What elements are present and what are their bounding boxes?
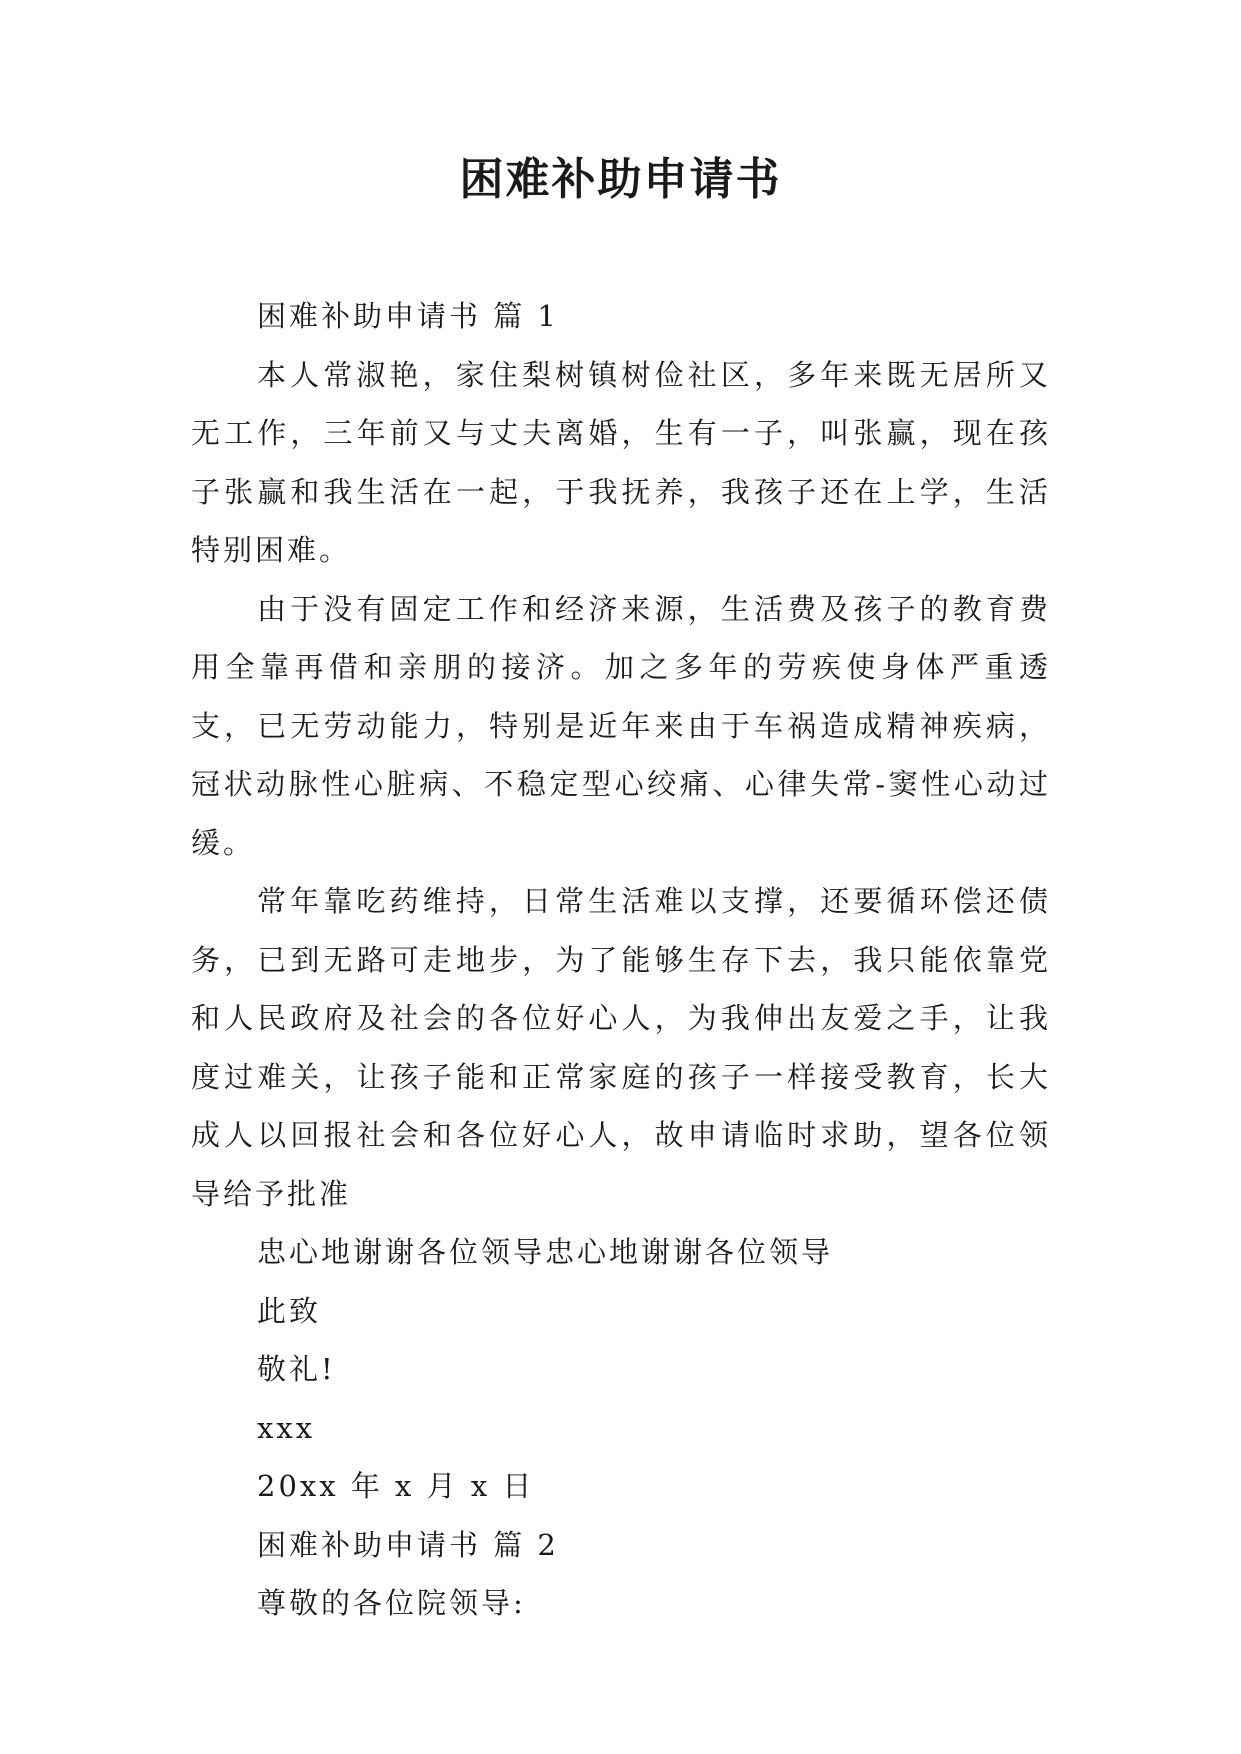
closing-line-1: 此致 (257, 1293, 322, 1328)
closing-line-2: 敬礼! (257, 1352, 336, 1386)
section-1-heading: 困难补助申请书 篇 1 (257, 299, 559, 333)
section-2-heading: 困难补助申请书 篇 2 (257, 1527, 559, 1562)
salutation: 尊敬的各位院领导: (257, 1586, 526, 1620)
paragraph-3: 常年靠吃药维持，日常生活难以支撑，还要循环偿还债务，已到无路可走地步，为了能够生存下去，我只能依靠党和人民政府及社会的各位好心人，为我伸出友爱之手，让我度过难关，让孩子能和正常家庭的孩子一样接受教育，长大成人以回报社会和各位好心人，故申请临时求助，望各位领导给予批准 (191, 884, 1051, 1211)
document-body (191, 287, 1051, 1633)
paragraph-1: 本人常淑艳，家住梨树镇树俭社区，多年来既无居所又无工作，三年前又与丈夫离婚，生有一子，叫张赢，现在孩子张赢和我生活在一起，于我抚养，我孩子还在上学，生活特别困难。 (191, 357, 1051, 567)
signature: xxx (257, 1410, 316, 1445)
thanks-line: 忠心地谢谢各位领导忠心地谢谢各位领导 (257, 1235, 834, 1269)
paragraph-2: 由于没有固定工作和经济来源，生活费及孩子的教育费用全靠再借和亲朋的接济。加之多年的劳疾使身体严重透支，已无劳动能力，特别是近年来由于车祸造成精神疾病，冠状动脉性心脏病、不稳定型心绞痛、心律失常-窦性心动过缓。 (191, 591, 1051, 860)
date-line: 20xx 年 x 月 x 日 (257, 1469, 535, 1503)
document-title: 困难补助申请书 (459, 154, 782, 205)
